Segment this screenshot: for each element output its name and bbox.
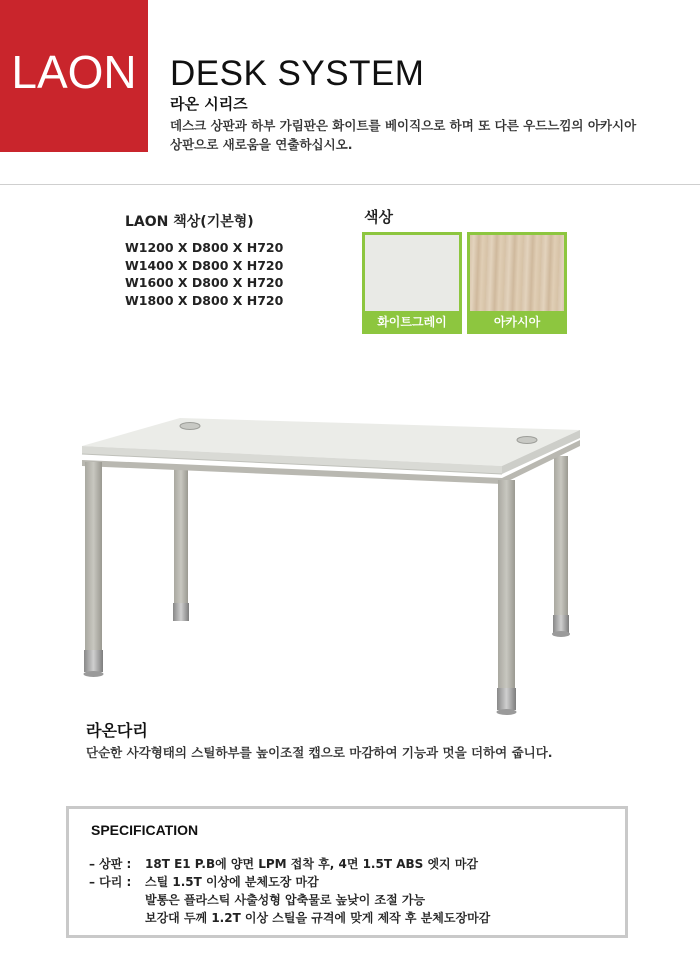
size-item: W1200 X D800 X H720 [125, 240, 284, 255]
spec-top-value: 18T E1 P.B에 양면 LPM 접착 후, 4면 1.5T ABS 엣지 마감 [145, 857, 479, 871]
model-title: LAON 책상(기본형) [125, 214, 254, 230]
spec-leg-value-2: 발통은 플라스틱 사출성형 압축물로 높낮이 조절 가능 [145, 893, 426, 907]
back-left-leg [173, 466, 189, 621]
spec-leg-value-3: 보강대 두께 1.2T 이상 스틸을 규격에 맞게 제작 후 분체도장마감 [145, 911, 491, 925]
cable-hole-icon [517, 437, 537, 444]
intro-text [170, 116, 690, 154]
legs-description: 단순한 사각형태의 스틸하부를 높이조절 캡으로 마감하여 기능과 멋을 더하여 줍니다. [86, 745, 553, 760]
spec-title: SPECIFICATION [91, 822, 199, 838]
size-item: W1800 X D800 X H720 [125, 292, 284, 308]
legs-title: 라온다리 [86, 721, 148, 740]
spec-top-label: – 상판 : [89, 857, 132, 871]
swatch-acacia-chip [470, 235, 564, 311]
swatch-white-gray [362, 232, 462, 334]
page-title: DESK SYSTEM [170, 54, 425, 93]
back-right-leg [552, 456, 570, 637]
size-list [125, 239, 283, 309]
intro-line-1: 데스크 상판과 하부 가림판은 화이트를 베이직으로 하며 또 다른 우드느낌의 아카시아 [170, 118, 637, 133]
swatch-acacia [467, 232, 567, 334]
desk-drawing [60, 400, 620, 730]
swatch-white-gray-label: 화이트그레이 [377, 315, 447, 329]
page-subtitle: 라온 시리즈 [170, 95, 248, 113]
size-item: W1400 X D800 X H720 [125, 257, 284, 273]
swatch-white-gray-chip [365, 235, 459, 311]
specification-box [66, 806, 628, 938]
intro-line-2: 상판으로 새로움을 연출하십시오. [170, 137, 353, 152]
section-divider [0, 184, 700, 185]
front-right-leg [497, 480, 517, 715]
spec-leg-label: – 다리 : [89, 875, 132, 889]
brand-logo-box [0, 0, 148, 152]
size-item: W1600 X D800 X H720 [125, 275, 284, 290]
cable-hole-icon [180, 423, 200, 430]
colors-title: 색상 [364, 208, 393, 226]
desk-illustration [60, 400, 620, 730]
spec-leg-value-1: 스틸 1.5T 이상에 분체도장 마감 [145, 875, 319, 889]
swatch-acacia-label: 아카시아 [493, 315, 541, 329]
brand-logo: LAON [11, 46, 137, 98]
front-left-leg [84, 462, 104, 677]
